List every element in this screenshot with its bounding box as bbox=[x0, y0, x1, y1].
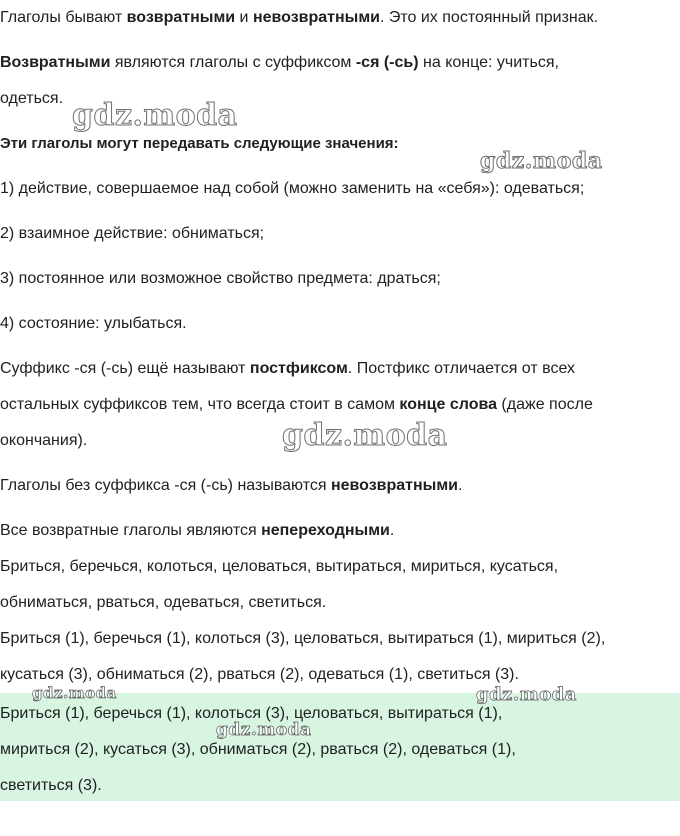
task-line-1: Бриться, беречься, колоться, целоваться, вытираться, мириться, кусаться, bbox=[0, 558, 559, 575]
task-line-2: обниматься, рваться, одеваться, светиться. bbox=[0, 594, 327, 611]
watermark-logo: gdz.moda bbox=[216, 720, 312, 740]
text: Эти глаголы могут передавать следующие значения bbox=[0, 135, 394, 152]
bold-term: постфиксом bbox=[249, 360, 348, 377]
answer-line-2: мириться (2), кусаться (3), обниматься (2), рваться (2), одеваться (1), bbox=[0, 741, 516, 758]
bold-term: невозвратными bbox=[252, 9, 380, 26]
watermark-logo: gdz.moda bbox=[480, 148, 603, 174]
work-line-1: Бриться (1), беречься (1), колоться (3), целоваться, вытираться (1), мириться (2), bbox=[0, 630, 606, 647]
postfix-paragraph bbox=[0, 351, 680, 387]
meaning-item-4: 4) состояние: улыбаться. bbox=[0, 315, 187, 332]
text: . bbox=[389, 522, 395, 539]
text: . Постфикс отличается от всех bbox=[347, 360, 575, 377]
watermark-logo: gdz.moda bbox=[476, 684, 577, 705]
text: Глаголы без суффикса -ся (-сь) называются bbox=[0, 477, 331, 494]
bold-term: непереходными bbox=[261, 522, 390, 539]
text: на конце: учиться, bbox=[418, 54, 559, 71]
text: . bbox=[458, 477, 463, 494]
intransitive-paragraph bbox=[0, 513, 680, 549]
text: : bbox=[393, 135, 399, 152]
watermark-logo: gdz.moda bbox=[32, 684, 117, 702]
reflexive-definition-cont: одеться. bbox=[0, 90, 64, 107]
watermark-logo: gdz.moda bbox=[72, 98, 238, 133]
text: Глаголы бывают bbox=[0, 9, 127, 26]
reflexive-definition bbox=[0, 45, 680, 81]
answer-line-3: светиться (3). bbox=[0, 777, 102, 794]
text: остальных суффиксов тем, что всегда стоит в самом bbox=[0, 396, 400, 413]
bold-term: конце слова bbox=[399, 396, 497, 413]
text: являются глаголы с суффиксом bbox=[110, 54, 356, 71]
work-line-2: кусаться (3), обниматься (2), рваться (2), одеваться (1), светиться (3). bbox=[0, 666, 519, 683]
bold-term: Возвратными bbox=[0, 54, 111, 71]
nonreflexive-paragraph bbox=[0, 468, 680, 504]
postfix-paragraph-end: окончания). bbox=[0, 432, 88, 449]
text: . Это их постоянный признак. bbox=[379, 9, 599, 26]
meaning-item-1: 1) действие, совершаемое над собой (можно заменить на «себя»): одеваться; bbox=[0, 180, 585, 197]
answer-box bbox=[0, 693, 680, 801]
answer-line-1: Бриться (1), беречься (1), колоться (3), целоваться, вытираться (1), bbox=[0, 705, 503, 722]
bold-term: возвратными bbox=[126, 9, 236, 26]
intro-paragraph bbox=[0, 0, 680, 36]
text: Все возвратные глаголы являются bbox=[0, 522, 262, 539]
text: Суффикс -ся (-сь) ещё называют bbox=[0, 360, 250, 377]
bold-term: невозвратными bbox=[330, 477, 458, 494]
meaning-item-3: 3) постоянное или возможное свойство предмета: драться; bbox=[0, 270, 441, 287]
watermark-logo: gdz.moda bbox=[282, 418, 448, 453]
meaning-item-2: 2) взаимное действие: обниматься; bbox=[0, 225, 265, 242]
text: и bbox=[235, 9, 253, 26]
text: (даже после bbox=[496, 396, 593, 413]
bold-term: -ся (-сь) bbox=[355, 54, 419, 71]
